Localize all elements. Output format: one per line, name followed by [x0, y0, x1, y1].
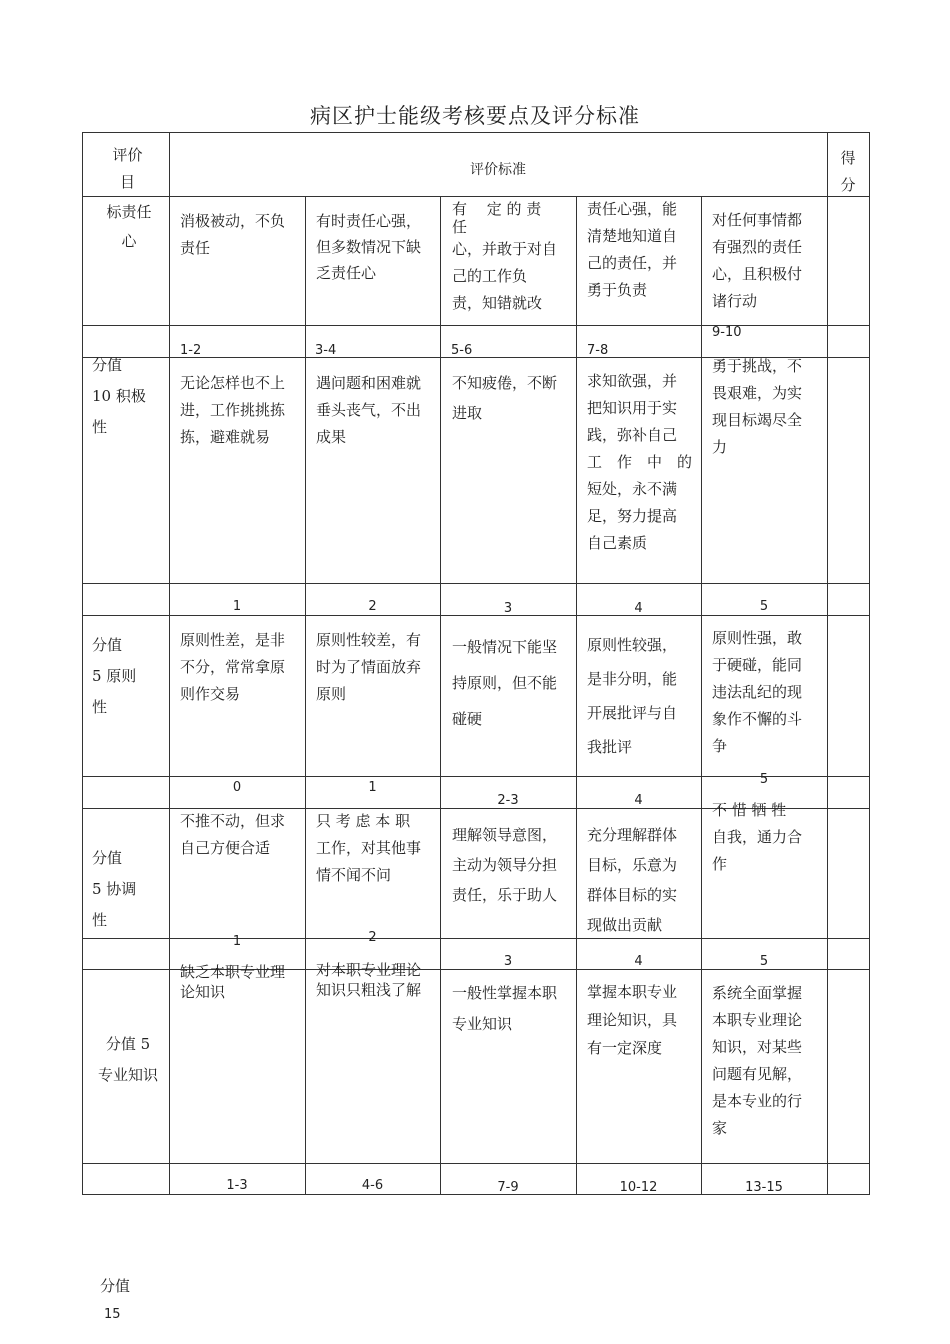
- table-column-rule: [305, 196, 306, 1195]
- score-value: 7-9: [497, 1180, 519, 1195]
- section-label: 标责任 心: [106, 203, 152, 250]
- score-value: 1-2: [180, 343, 202, 358]
- header-score: 得 分: [840, 149, 856, 194]
- level-description: 原则性强，敢 于硬碰，能同 违法乱纪的现 象作不懈的斗 争: [712, 629, 803, 755]
- table-rule: [82, 196, 870, 197]
- section-label: 分值 5 原则 性: [92, 636, 137, 716]
- level-description: 原则性较强， 是非分明，能 开展批评与自 我批评: [587, 636, 678, 756]
- level-description: 不 惜 牺 牲 自我，通力合 作: [712, 801, 803, 873]
- level-description: 有时责任心强， 但多数情况下缺 乏责任心: [316, 212, 422, 282]
- table-rule: [82, 583, 870, 584]
- score-value: 5: [759, 772, 769, 787]
- level-description: 原则性较差，有 时为了情面放弃 原则: [316, 631, 422, 703]
- score-value: 1: [232, 599, 242, 614]
- table-border-left: [82, 132, 83, 1195]
- level-description: 一般性掌握本职 专业知识: [452, 984, 558, 1033]
- level-description: 原则性差，是非 不分，常常拿原 则作交易: [180, 631, 286, 703]
- score-value: 1: [232, 934, 242, 949]
- score-value: 7-8: [587, 343, 609, 358]
- score-value: 4-6: [361, 1178, 384, 1193]
- footer-score-label: 分值: [100, 1277, 131, 1295]
- score-value: 4: [634, 793, 643, 808]
- footer-score: [100, 1246, 130, 1327]
- table-rule: [82, 1163, 870, 1164]
- table-column-rule: [440, 196, 441, 1195]
- score-value: 5: [759, 599, 769, 614]
- level-description: 无论怎样也不上 进，工作挑挑拣 拣，避难就易: [180, 374, 286, 446]
- level-description: 勇于挑战，不 畏艰难，为实 现目标竭尽全 力: [712, 357, 803, 456]
- header-target: 评价 目: [112, 146, 143, 191]
- level-description: 遇问题和困难就 垂头丧气，不出 成果: [316, 374, 422, 446]
- score-value: 1-3: [226, 1178, 248, 1193]
- level-description: 理解领导意图， 主动为领导分担 责任，乐于助人: [452, 826, 558, 904]
- score-value: 0: [232, 780, 242, 795]
- header-standard: 评价标准: [470, 162, 526, 178]
- level-description: 充分理解群体 目标，乐意为 群体目标的实 现做出贡献: [587, 826, 678, 934]
- level-description: 掌握本职专业 理论知识，具 有一定深度: [587, 983, 678, 1057]
- level-description: 对任何事情都 有强烈的责任 心，且积极付 诸行动: [712, 211, 803, 310]
- level-description: 系统全面掌握 本职专业理论 知识，对某些 问题有见解， 是本专业的行 家: [712, 984, 803, 1137]
- level-description: 心，并敢于对自 己的工作负 责，知错就改: [452, 240, 558, 312]
- level-description: 责任心强，能 清楚地知道自 己的责任，并 勇于负责: [587, 200, 678, 299]
- score-value: 2: [368, 599, 377, 614]
- score-value: 5: [759, 954, 769, 969]
- score-value: 5-6: [451, 343, 473, 358]
- table-border-right: [869, 132, 870, 1195]
- level-description: 有 定 的 责 任: [452, 200, 542, 236]
- score-value: 13-15: [745, 1180, 783, 1195]
- level-description: 不知疲倦，不断 进取: [452, 374, 558, 422]
- score-value: 3: [503, 601, 513, 616]
- score-value: 9-10: [712, 325, 742, 340]
- score-value: 4: [634, 601, 643, 616]
- score-value: 10-12: [619, 1180, 658, 1195]
- table-column-rule: [169, 132, 170, 1195]
- footer-score-value: 15: [104, 1307, 121, 1322]
- score-value: 1: [368, 780, 377, 795]
- table-column-rule: [576, 196, 577, 1195]
- score-value: 3-4: [315, 343, 337, 358]
- score-value: 2: [368, 930, 377, 945]
- score-value: 4: [634, 954, 643, 969]
- level-description: 消极被动，不负 责任: [180, 212, 286, 257]
- level-description: 只 考 虑 本 职 工作，对其他事 情不闻不问: [316, 812, 422, 884]
- page-title: 病区护士能级考核要点及评分标准: [310, 104, 640, 128]
- level-description: 一般情况下能坚 持原则，但不能 碰硬: [452, 638, 558, 728]
- table-rule: [82, 325, 870, 326]
- section-label: 分值 10 积极 性: [92, 356, 146, 436]
- level-description: 不推不动，但求 自己方便合适: [180, 812, 286, 857]
- table-column-rule: [701, 196, 702, 1195]
- level-description: 求知欲强，并 把知识用于实 践，弥补自己 工 作 中 的 短处，永不满 足，努力提高 自己素质: [587, 372, 693, 552]
- table-column-rule: [827, 132, 828, 1195]
- score-value: 3: [503, 954, 513, 969]
- section-label: 分值 5 协调 性: [92, 849, 137, 929]
- section-label: 分值 5 专业知识: [97, 1035, 158, 1084]
- table-border-top: [82, 132, 870, 133]
- level-description: 缺乏本职专业理 论知识: [180, 963, 286, 1001]
- level-description: 对本职专业理论 知识只粗浅了解: [316, 961, 422, 999]
- score-value: 2-3: [497, 793, 519, 808]
